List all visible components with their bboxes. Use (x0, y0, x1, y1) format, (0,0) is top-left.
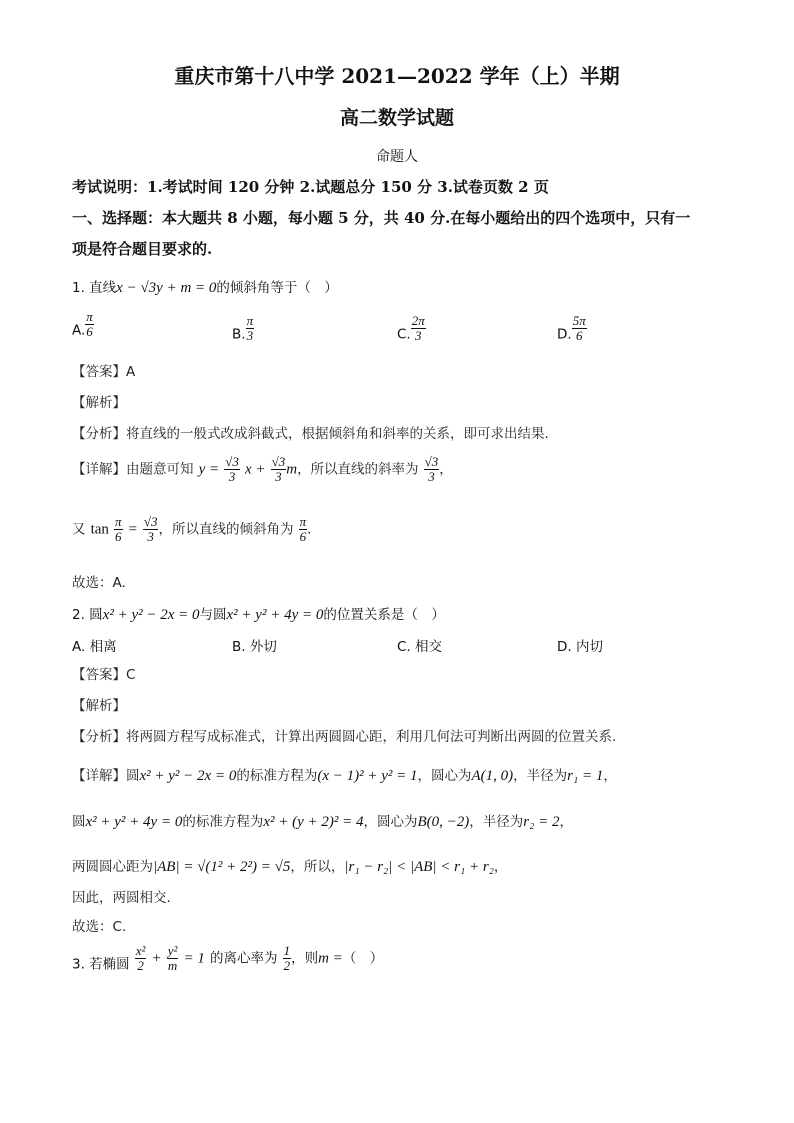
author-line: 命题人 (376, 149, 418, 165)
q2-analysis-tag: 【解析】 (72, 698, 126, 714)
q1-option-a-frac: $\frac{\pi}{6}$ (86, 309, 93, 339)
q1-analysis-tag: 【解析】 (72, 395, 126, 411)
q1-equation: x − √3y + m = 0 (116, 280, 217, 296)
q1-option-a: A. $\frac{\pi}{6}$ (72, 309, 93, 339)
exam-note: 考试说明：1.考试时间 120 分钟 2.试题总分 150 分 3.试卷页数 2 页 (72, 178, 549, 196)
q1-answer: 【答案】A (72, 364, 136, 380)
q2-option-d: D. 内切 (557, 639, 603, 655)
q2-option-c: C. 相交 (397, 639, 443, 655)
q1-choose: 故选：A. (72, 575, 126, 591)
q1-option-d: D. $\frac{5\pi}{6}$ (557, 313, 586, 343)
question-3: 3. 若椭圆 $\frac{\text{x²}}{2}$ + $\frac{\text{y²}}{m}$ = 1 的离心率为 $\frac{1}{2}$ ，则m =（ ） (72, 943, 384, 973)
q2-choose: 故选：C. (72, 919, 127, 935)
q1-option-c: C. $\frac{2\pi}{3}$ (397, 313, 425, 343)
section-heading-line2: 项是符合题目要求的. (72, 240, 213, 258)
q2-detail-2: 圆x² + y² + 4y = 0的标准方程为x² + (y + 2)² = 4，圆心为B(0, −2)，半径为r₂ = 2， (72, 814, 573, 830)
q1-fenxi: 【分析】将直线的一般式改成斜截式，根据倾斜角和斜率的关系，即可求出结果. (72, 426, 549, 442)
page-title: 重庆市第十八中学 2021—2022 学年（上）半期 (174, 64, 620, 88)
page-subtitle: 高二数学试题 (339, 107, 454, 129)
q1-option-b: B. $\frac{\pi}{3}$ (232, 313, 254, 343)
question-1: 1. 直线x − √3y + m = 0的倾斜角等于（ ） (72, 280, 338, 296)
q2-detail-1: 【详解】圆x² + y² − 2x = 0的标准方程为(x − 1)² + y² = 1，圆心为A(1, 0)，半径为r₁ = 1， (72, 768, 617, 784)
q2-fenxi: 【分析】将两圆方程写成标准式，计算出两圆圆心距，利用几何法可判断出两圆的位置关系. (72, 729, 617, 745)
q2-detail-3: 两圆圆心距为|AB| = √(1² + 2²) = √5，所以，|r₁ − r₂| < |AB| < r₁ + r₂， (72, 859, 508, 875)
section-heading-line1: 一、选择题：本大题共 8 小题，每小题 5 分，共 40 分.在每小题给出的四个选项中，只有一 (72, 209, 691, 227)
q2-option-a: A. 相离 (72, 639, 117, 655)
q1-detail-2: 又 tan $\frac{\pi}{6}$ = $\frac{√3}{3}$ ，所以直线的倾斜角为 $\frac{\pi}{6}$ . (72, 514, 312, 544)
question-2: 2. 圆x² + y² − 2x = 0与圆x² + y² + 4y = 0的位置关系是（ ） (72, 607, 445, 623)
q2-conclusion: 因此，两圆相交. (72, 890, 171, 906)
q2-option-b: B. 外切 (232, 639, 277, 655)
q2-answer: 【答案】C (72, 667, 136, 683)
q1-detail: 【详解】由题意可知 y = $\frac{√3}{3}$ x + $\frac{√3}{3}$ m，所以直线的斜率为 $\frac{√3}{3}$ ， (72, 454, 453, 484)
